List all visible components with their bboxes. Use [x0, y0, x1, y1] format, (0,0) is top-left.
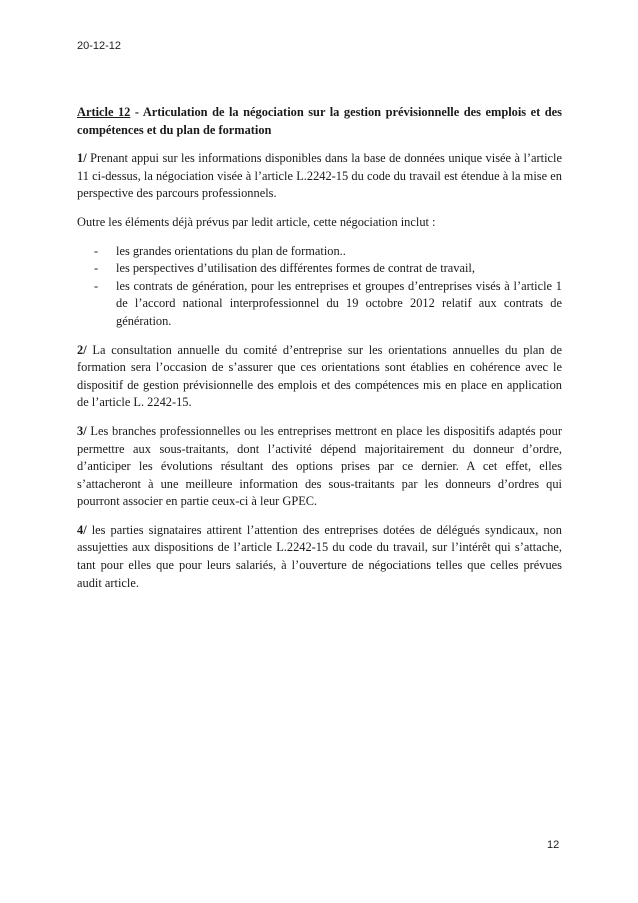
list-dash: - — [94, 278, 99, 293]
paragraph-1-text: Prenant appui sur les informations disponibles dans la base de données unique visée à l’article 11 ci-dessus, la négociation visée à l’article L.2242-15 du code du travail est étendue à la mise en perspective des parcours professionnels. — [77, 151, 562, 201]
paragraph-4-text: les parties signataires attirent l’attention des entreprises dotées de délégués syndicaux, non assujetties aux dispositions de l’article L.2242-15 du code du travail, sur l’intérêt qui s’attache, tant pour elles que pour leurs salariés, à l’ouverture de négociations telles que celles prévues audit article. — [77, 522, 562, 590]
article-title — [77, 104, 562, 139]
paragraph-3-text: Les branches professionnelles ou les entreprises mettront en place les dispositifs adaptés pour permettre aux sous-traitants, dont l’activité dépend majoritairement du donneur d’ordre, d’anticiper les évolutions résultant des options prises par ce dernier. A cet effet, elles s’attacheront à une meilleure information des sous-traitants par les donneurs d’ordres qui pourront associer en partie ceux-ci à leur GPEC. — [77, 423, 562, 509]
article-number: Article 12 — [77, 105, 131, 119]
list-intro: Outre les éléments déjà prévus par ledit article, cette négociation inclut : — [77, 214, 436, 229]
header-date: 20-12-12 — [77, 40, 122, 52]
paragraph-3-number: 3/ — [77, 423, 87, 438]
paragraph-2-text: La consultation annuelle du comité d’entreprise sur les orientations annuelles du plan de formation sera l’occasion de s’assurer que ces orientations sont établies en cohérence avec le dispositif de gestion prévisionnelle des emplois et des compétences mis en place en application de l’article L. 2242-15. — [77, 342, 562, 410]
list-dash: - — [94, 261, 99, 276]
list-item — [77, 278, 562, 331]
list-item — [77, 260, 562, 278]
paragraph-4-number: 4/ — [77, 522, 87, 537]
list-item-text: les grandes orientations du plan de formation.. — [116, 243, 346, 258]
list-item-text: les perspectives d’utilisation des différentes formes de contrat de travail, — [116, 261, 475, 276]
list-item-text: les contrats de génération, pour les entreprises et groupes d’entreprises visés à l’article 1 de l’accord national interprofessionnel du 19 octobre 2012 relatif aux contrats de génération. — [116, 278, 562, 328]
page-number: 12 — [547, 839, 560, 851]
paragraph-2-number: 2/ — [77, 342, 87, 357]
document-body — [77, 104, 562, 603]
bullet-list — [77, 243, 562, 331]
article-title-text: - Articulation de la négociation sur la gestion prévisionnelle des emplois et des compétences et du plan de formation — [77, 105, 562, 137]
paragraph-2 — [77, 342, 562, 412]
paragraph-3 — [77, 423, 562, 511]
list-item — [77, 243, 562, 261]
paragraph-4 — [77, 522, 562, 592]
list-dash: - — [94, 243, 99, 258]
paragraph-1 — [77, 150, 562, 203]
paragraph-1-number: 1/ — [77, 151, 87, 166]
